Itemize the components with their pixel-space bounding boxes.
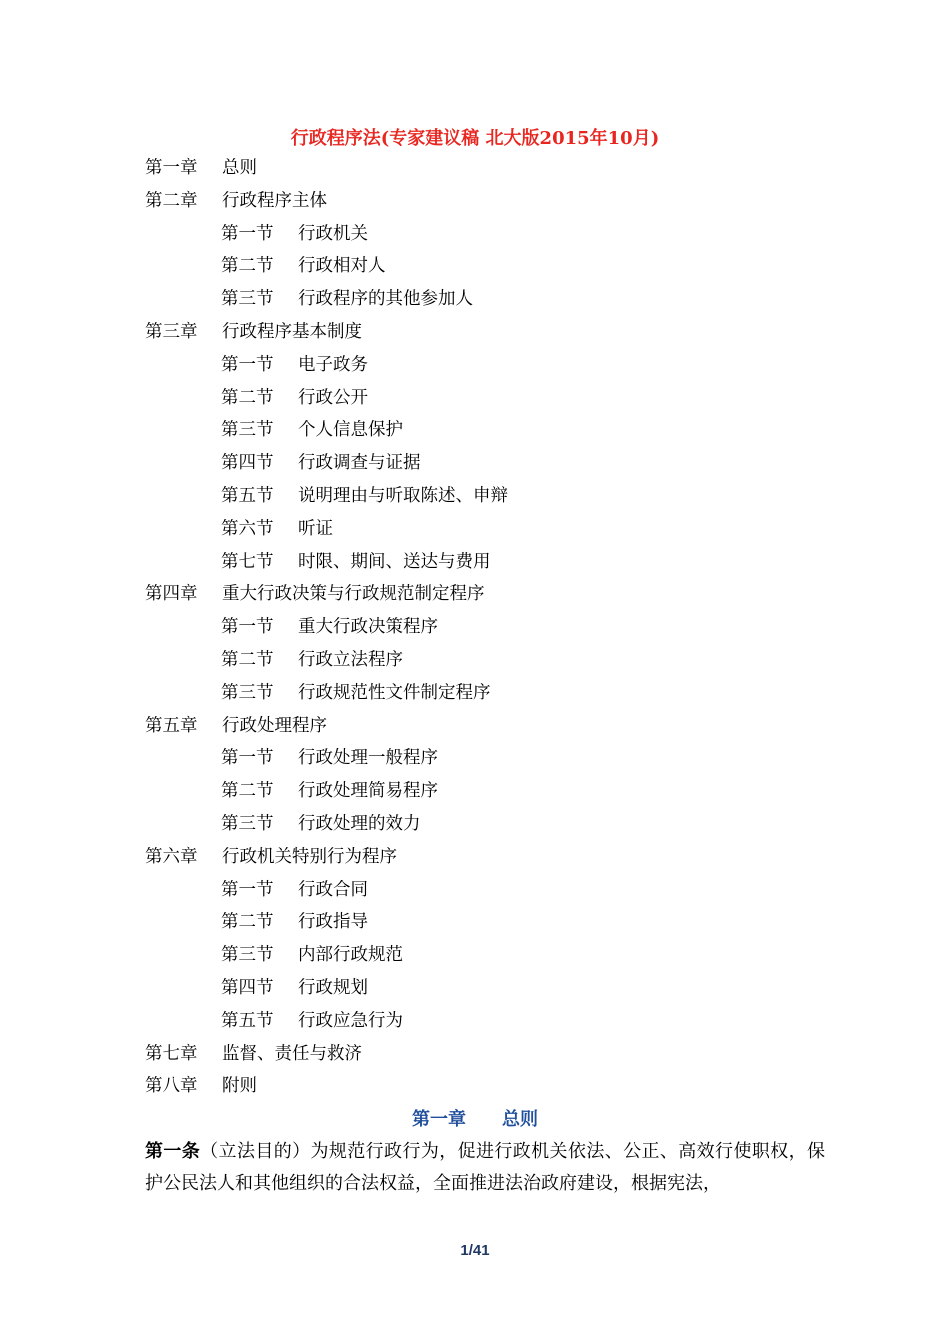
toc-section-item (145, 480, 508, 513)
toc-section-item (145, 775, 508, 808)
toc-item-text: 行政规范性文件制定程序 (298, 682, 491, 703)
toc-item-number: 第六章 (145, 846, 198, 867)
table-of-contents (145, 152, 508, 1103)
page-separator: / (468, 1242, 473, 1259)
toc-section-item (145, 939, 508, 972)
page-total: 41 (472, 1242, 490, 1259)
toc-item-text: 行政调查与证据 (298, 453, 421, 474)
toc-item-text: 电子政务 (298, 354, 368, 375)
toc-item-text: 行政机关 (298, 223, 368, 244)
toc-section-item (145, 874, 508, 907)
toc-item-text: 行政合同 (298, 879, 368, 900)
toc-chapter-item (145, 578, 508, 611)
toc-item-text: 行政程序的其他参加人 (298, 289, 473, 310)
toc-item-text: 行政处理的效力 (298, 813, 421, 834)
toc-item-text: 行政处理简易程序 (298, 781, 438, 802)
toc-item-number: 第三节 (221, 945, 274, 966)
toc-item-number: 第一节 (221, 617, 274, 638)
toc-item-text: 行政处理一般程序 (298, 748, 438, 769)
toc-item-text: 总则 (222, 158, 257, 178)
toc-section-item (145, 906, 508, 939)
toc-item-text: 个人信息保护 (298, 420, 403, 441)
toc-item-number: 第三节 (221, 682, 274, 703)
toc-item-number: 第一节 (221, 879, 274, 900)
toc-chapter-item (145, 1038, 508, 1071)
toc-chapter-item (145, 316, 508, 349)
toc-item-number: 第一章 (145, 158, 198, 178)
toc-item-number: 第五章 (145, 715, 198, 736)
toc-item-text: 行政指导 (298, 912, 368, 933)
toc-chapter-item (145, 841, 508, 874)
toc-chapter-item (145, 185, 508, 218)
toc-item-text: 行政应急行为 (298, 1010, 403, 1031)
chapter-heading (0, 1105, 950, 1131)
toc-item-number: 第三章 (145, 321, 198, 342)
toc-section-item (145, 742, 508, 775)
toc-item-number: 第三节 (221, 289, 274, 310)
toc-item-text: 行政相对人 (298, 256, 386, 277)
toc-item-number: 第二节 (221, 781, 274, 802)
toc-chapter-item (145, 1070, 508, 1103)
toc-item-number: 第二章 (145, 190, 198, 211)
toc-item-number: 第五节 (221, 485, 274, 506)
toc-item-number: 第四章 (145, 584, 198, 605)
toc-section-item (145, 677, 508, 710)
toc-section-item (145, 546, 508, 579)
chapter-heading-title: 总则 (502, 1109, 538, 1130)
toc-item-number: 第四节 (221, 977, 274, 998)
page-number: 1 (460, 1242, 469, 1259)
page-footer (0, 1242, 950, 1259)
toc-section-item (145, 218, 508, 251)
document-title: 行政程序法(专家建议稿 北大版2015年10月) (290, 128, 660, 149)
toc-section-item (145, 283, 508, 316)
toc-item-text: 听证 (298, 518, 333, 539)
toc-item-text: 重大行政决策与行政规范制定程序 (222, 584, 485, 605)
chapter-heading-number: 第一章 (412, 1109, 466, 1130)
toc-item-number: 第二节 (221, 649, 274, 670)
toc-section-item (145, 513, 508, 546)
toc-item-number: 第八章 (145, 1076, 198, 1097)
toc-item-number: 第二节 (221, 912, 274, 933)
toc-item-number: 第五节 (221, 1010, 274, 1031)
toc-item-text: 行政规划 (298, 977, 368, 998)
toc-item-text: 内部行政规范 (298, 945, 403, 966)
toc-item-number: 第三节 (221, 420, 274, 441)
toc-section-item (145, 644, 508, 677)
toc-item-text: 时限、期间、送达与费用 (298, 551, 491, 572)
article-label: 第一条 (145, 1141, 201, 1162)
toc-section-item (145, 972, 508, 1005)
toc-item-text: 行政机关特别行为程序 (222, 846, 397, 867)
toc-item-number: 第一节 (221, 223, 274, 244)
toc-section-item (145, 611, 508, 644)
toc-item-number: 第二节 (221, 387, 274, 408)
toc-item-number: 第二节 (221, 256, 274, 277)
toc-section-item (145, 1005, 508, 1038)
toc-item-text: 附则 (222, 1076, 257, 1097)
toc-item-text: 行政程序基本制度 (222, 321, 362, 342)
toc-chapter-item (145, 710, 508, 743)
toc-item-number: 第一节 (221, 354, 274, 375)
toc-item-number: 第三节 (221, 813, 274, 834)
toc-item-text: 行政处理程序 (222, 715, 327, 736)
toc-section-item (145, 447, 508, 480)
toc-item-number: 第四节 (221, 453, 274, 474)
toc-item-number: 第七节 (221, 551, 274, 572)
toc-item-text: 行政公开 (298, 387, 368, 408)
toc-item-text: 重大行政决策程序 (298, 617, 438, 638)
toc-item-text: 行政立法程序 (298, 649, 403, 670)
toc-item-number: 第一节 (221, 748, 274, 769)
toc-section-item (145, 250, 508, 283)
toc-item-number: 第七章 (145, 1043, 198, 1064)
toc-section-item (145, 414, 508, 447)
toc-item-text: 说明理由与听取陈述、申辩 (298, 485, 508, 506)
toc-chapter-item (145, 152, 508, 185)
toc-item-text: 行政程序主体 (222, 190, 327, 211)
toc-item-number: 第六节 (221, 518, 274, 539)
toc-section-item (145, 349, 508, 382)
toc-item-text: 监督、责任与救济 (222, 1043, 362, 1064)
article-paragraph (145, 1136, 825, 1200)
toc-section-item (145, 382, 508, 415)
article-text: （立法目的）为规范行政行为，促进行政机关依法、公正、高效行使职权，保护公民法人和其他组织的合法权益，全面推进法治政府建设，根据宪法， (145, 1141, 826, 1194)
toc-section-item (145, 808, 508, 841)
